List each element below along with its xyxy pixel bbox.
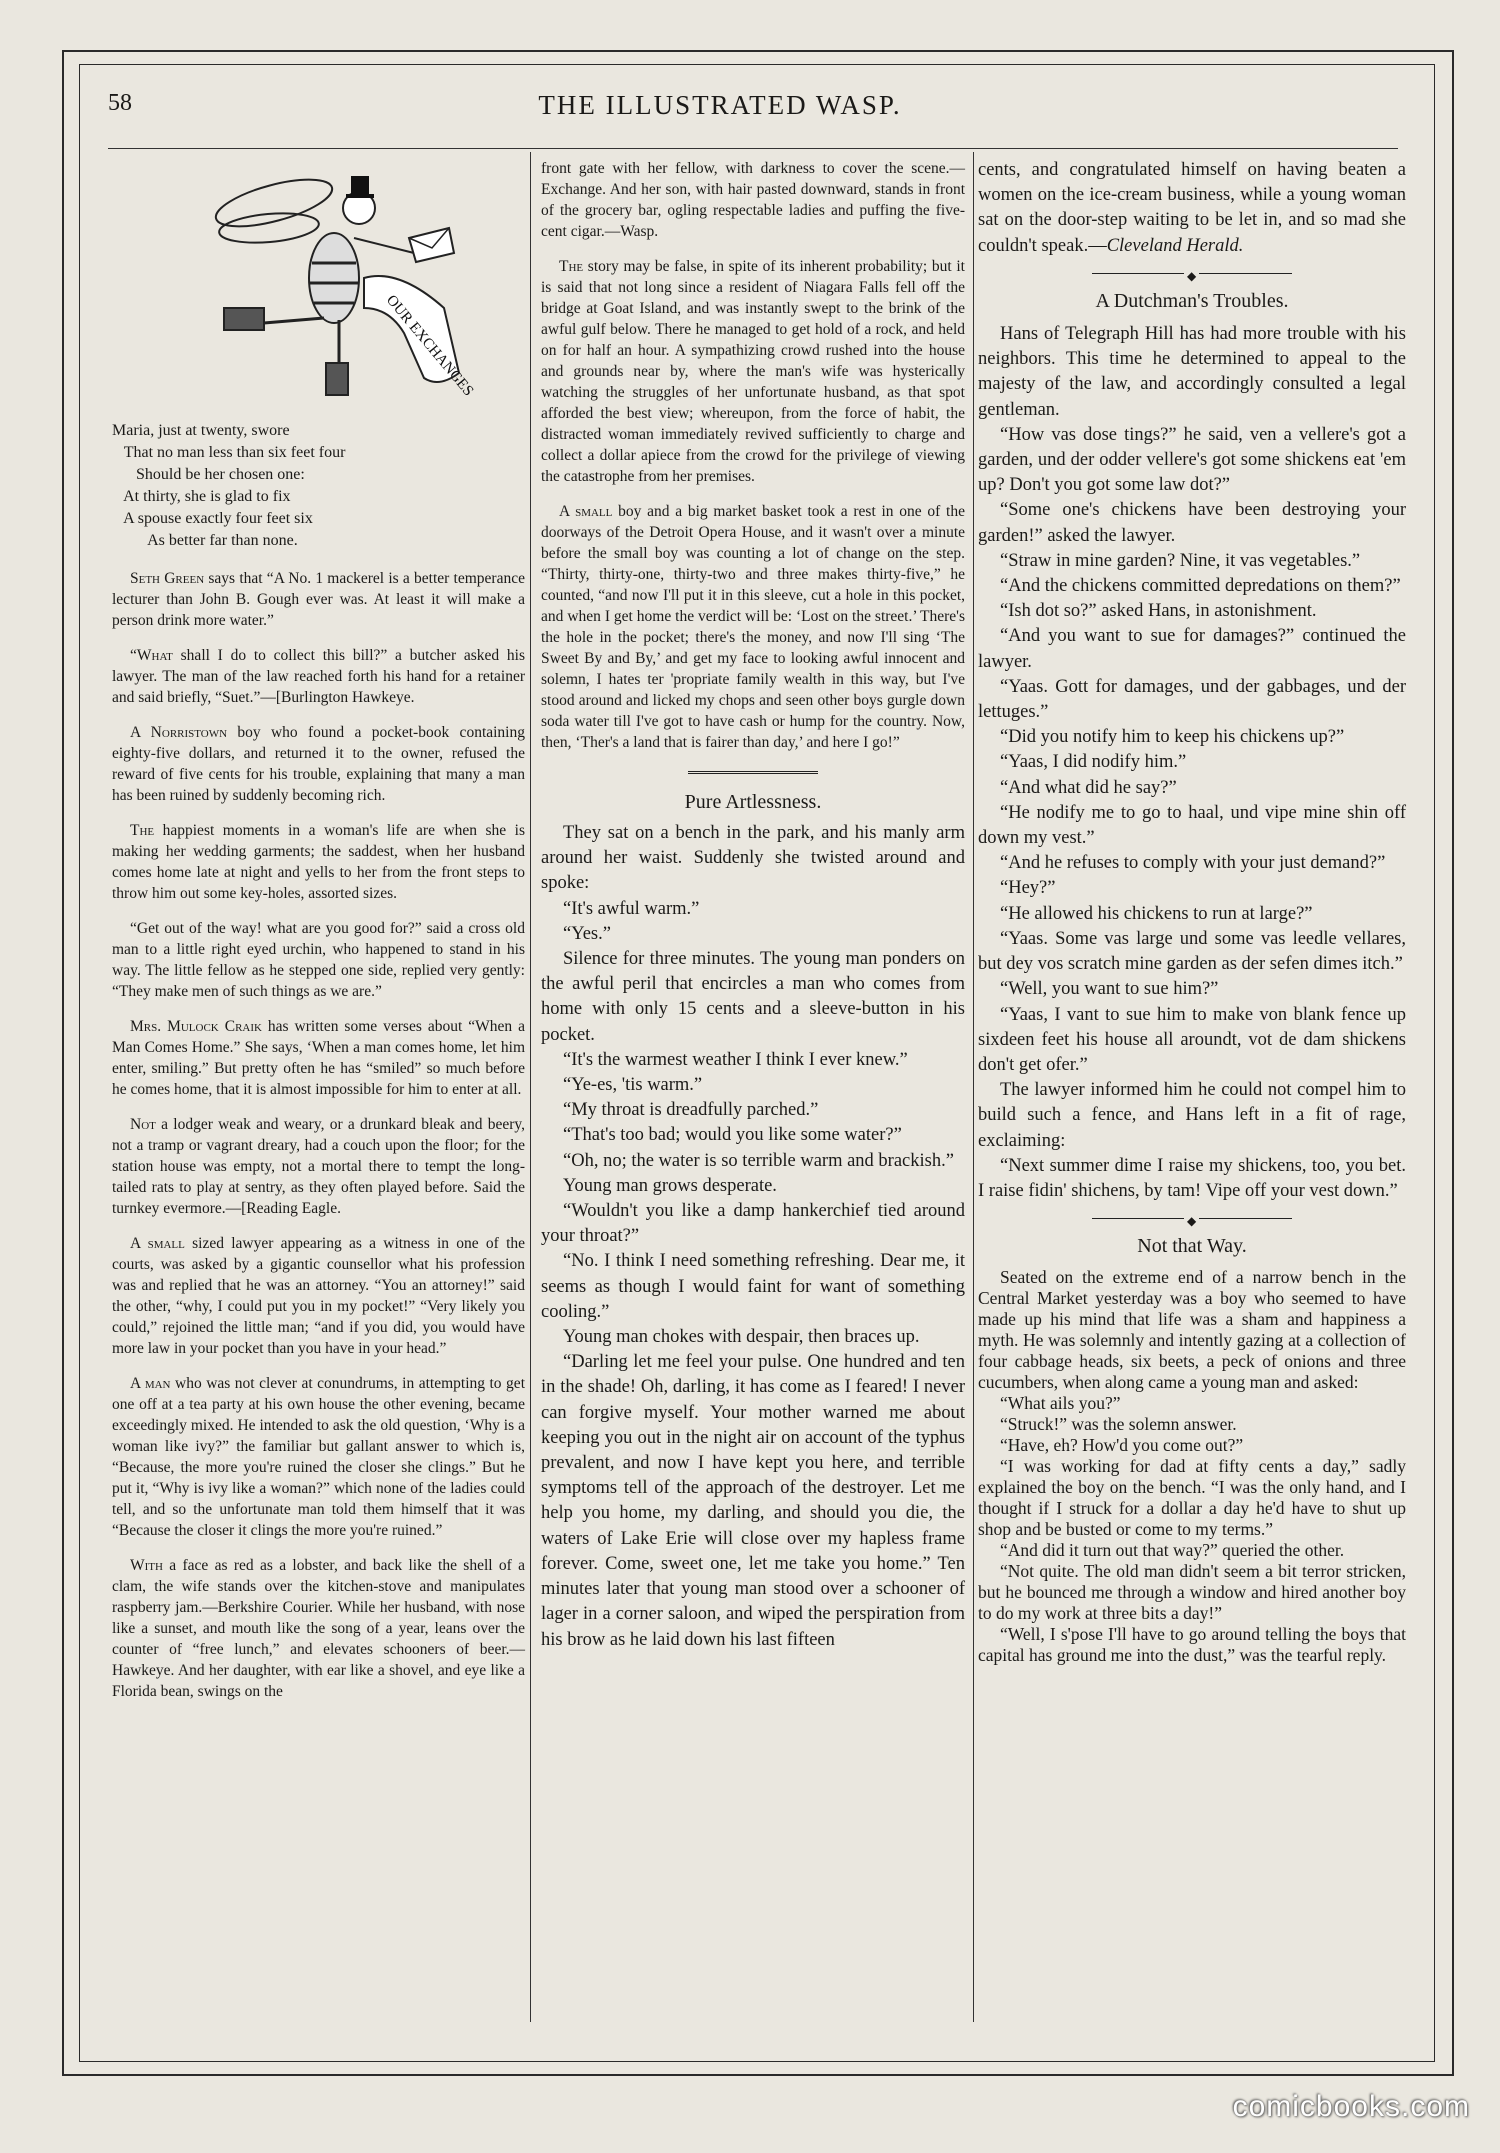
header-rule [108, 148, 1398, 149]
poem-line: That no man less than six feet four [112, 444, 346, 461]
poem-line: Should be her chosen one: [112, 466, 305, 483]
lead-in: Mrs. Mulock Craik [130, 1018, 262, 1035]
section-divider [1092, 1214, 1292, 1224]
story-paragraph: “And he refuses to comply with your just demand?” [1000, 853, 1386, 874]
lead-in: A small [130, 1235, 185, 1252]
paragraph-body: a lodger weak and weary, or a drunkard bleak and beery, not a tramp or vagrant dreary, had a couch upon the floor; for the station house was empty, not a mortal there to tempt the long-tailed rats to play at sentry, as they often played before. Said the turnkey evermore.—[Reading Eagle. [112, 1116, 525, 1217]
paragraph-continued [978, 158, 1406, 259]
story-paragraph: “Wouldn't you like a damp hankerchief tied around your throat?” [541, 1201, 965, 1247]
column-3 [978, 158, 1406, 1666]
story-paragraph: “Not quite. The old man didn't seem a bit terror stricken, but he bounced me through a window and hired another boy to do my work at three bits a day!” [978, 1561, 1406, 1624]
lead-in: “What [130, 647, 173, 664]
paragraph-craik [112, 1016, 525, 1100]
lead-in: The [559, 258, 584, 275]
story-paragraph: “He nodify me to go to haal, und vipe mine shin off down my vest.” [978, 802, 1406, 849]
story-paragraph: “Struck!” was the solemn answer. [1000, 1414, 1237, 1435]
heading-dutchman: A Dutchman's Troubles. [1095, 289, 1289, 312]
story-paragraph: “Yaas, I did nodify him.” [1000, 752, 1187, 773]
lead-in: Not [130, 1116, 156, 1133]
story-dutchman [978, 322, 1406, 1204]
paragraph-pocketbook [112, 722, 525, 806]
paragraph-continued: front gate with her fellow, with darkness to cover the scene.—Exchange. And her son, with hair pasted downward, stands in front of the grocery bar, ogling respectable ladies and puffing the five-cent cigar.—Wasp. [541, 160, 965, 240]
story-paragraph: Silence for three minutes. The young man ponders on the awful peril that encircles a man who comes from home with only 15 cents and a sleeve-button in his pocket. [541, 949, 965, 1045]
story-paragraph: “Yaas. Gott for damages, und der gabbages, und der lettuges.” [978, 676, 1406, 723]
story-paragraph: “And the chickens committed depredations on them?” [1000, 576, 1401, 597]
story-paragraph: “No. I think I need something refreshing. Dear me, it seems as though I would faint for want of something cooling.” [541, 1251, 965, 1322]
story-paragraph: “Well, I s'pose I'll have to go around telling the boys that capital has ground me into the dust,” was the tearful reply. [978, 1624, 1406, 1666]
story-paragraph: “Some one's chickens have been destroying your garden!” asked the lawyer. [978, 500, 1406, 546]
story-paragraph: “He allowed his chickens to run at large?” [1000, 903, 1313, 924]
story-paragraph: “Did you notify him to keep his chickens up?” [1000, 727, 1345, 748]
paragraph-body: says that “A No. 1 mackerel is a better temperance lecturer than John B. Gough ever was. At least it will make a person drink more water.” [112, 570, 525, 629]
story-paragraph: “Well, you want to sue him?” [1000, 979, 1219, 1000]
story-paragraph: “Ye-es, 'tis warm.” [563, 1075, 703, 1096]
poem-line: As better far than none. [112, 532, 298, 549]
story-paragraph: The lawyer informed him he could not compel him to build such a fence, and Hans left in a fit of rage, exclaiming: [978, 1080, 1406, 1151]
paragraph-lodger [112, 1114, 525, 1219]
story-paragraph: “What ails you?” [1000, 1393, 1121, 1414]
story-paragraph: Hans of Telegraph Hill has had more trouble with his neighbors. This time he determined to appeal to the majesty of the law, and accordingly consulted a legal gentleman. [978, 324, 1406, 420]
story-paragraph: “My throat is dreadfully parched.” [563, 1100, 819, 1121]
story-paragraph: “I was working for dad at fifty cents a day,” sadly explained the boy on the bench. “I was the only hand, and I thought if I struck for a dollar a day he'd have to shut up shop and be busted or come to my terms.” [978, 1456, 1406, 1540]
paragraph-body: boy and a big market basket took a rest in one of the doorways of the Detroit Opera House, and it wasn't over a minute before the small boy was counting a lot of change on the step. “Thirty, thirty-one, thirty-two and three makes thirty-five,” he counted, “and now I'll put it in this sleeve, cut a hole in this pocket, and when I get home the verdict will be: ‘Lost on the street.’ There's the hole in the pocket; there's the money, and now I'll sing ‘The Sweet By and By,’ and get my face to looking awful innocent and solemn, I hates ter 'propriate family wealth in this way, but I've stood around and licked my chops and seen other boys gurgle down soda water till I've got to have cash or hump for the country. Now, then, ‘Ther's a land that is fairer than day,’ and here I go!” [541, 503, 965, 751]
story-paragraph: “Darling let me feel your pulse. One hundred and ten in the shade! Oh, darling, it has come as I feared! I never can forgive myself. Your mother warned me about keeping you out in the night air on account of the typhus prevalent, and now I have kept you here, and terrible symptoms tell of the approach of the destroyer. Let me help you home, my darling, and should you die, the waters of Lake Erie will close over my hapless frame forever. Come, sweet one, let me take you home.” Ten minutes later that young man stood over a schooner of lager in a corner saloon, and wiped the perspiration from his brow as he laid down his last fifteen [541, 1352, 965, 1650]
story-paragraph: “And what did he say?” [1000, 777, 1177, 798]
paragraph-niagara [541, 256, 965, 487]
story-paragraph: “That's too bad; would you like some water?” [563, 1125, 902, 1146]
paragraph-body: sized lawyer appearing as a witness in one of the courts, was asked by a gigantic counsellor what his profession was and replied that he was an attorney. “You an attorney!” said the other, “why, I could put you in my pocket!” “Very likely you could,” rejoined the little man; “and if you did, you would have more law in your pocket than you have in your head.” [112, 1235, 526, 1357]
column-divider-2 [973, 152, 974, 2022]
story-paragraph: “How vas dose tings?” he said, ven a vellere's got a garden, und der odder vellere's got some shickens eat 'em up? Don't you got some law dot?” [978, 424, 1406, 496]
section-divider [688, 771, 818, 778]
story-not-that-way [978, 1267, 1406, 1666]
column-1 [112, 158, 525, 1716]
story-paragraph: “It's the warmest weather I think I ever knew.” [563, 1049, 908, 1070]
story-paragraph: “Hey?” [1000, 878, 1056, 899]
story-paragraph: They sat on a bench in the park, and his manly arm around her waist. Suddenly she twisted around and spoke: [541, 823, 965, 894]
story-paragraph: “Yaas, I vant to sue him to make von blank fence up sixdeen feet his house all aroundt, vot de dam shickens don't get ofer.” [978, 1004, 1406, 1075]
wasp-mailman-icon [154, 158, 484, 408]
lead-in: With [130, 1557, 163, 1574]
story-paragraph: “And you want to sue for damages?” continued the lawyer. [978, 626, 1406, 672]
column-2 [541, 158, 965, 1653]
paragraph-butcher [112, 645, 525, 708]
heading-not-that-way: Not that Way. [1137, 1235, 1247, 1258]
heading-pure-artlessness: Pure Artlessness. [684, 791, 822, 813]
lead-in: Seth Green [130, 570, 205, 587]
story-paragraph: “Have, eh? How'd you come out?” [1000, 1435, 1244, 1456]
lead-in: A small [559, 503, 613, 520]
poem-line: Maria, just at twenty, swore [112, 422, 290, 439]
paragraph-lobster [112, 1555, 525, 1702]
page-number: 58 [108, 90, 132, 116]
paragraph-body: a face as red as a lobster, and back like the shell of a clam, the wife stands over the kitchen-stove and manipulates raspberry jam.—Berkshire Courier. While her husband, with nose like a sunset, and mouth like the song of a year, leans over the counter of “free lunch,” and elevates schooners of beer.—Hawkeye. And her daughter, with ear like a shovel, and eye like a Florida bean, swings on the [112, 1557, 525, 1700]
paragraph-body: has written some verses about “When a Man Comes Home.” She says, ‘When a man comes home, let him enter, smiling.” But pretty often he has “smiled” so much before he comes home, that it is almost impossible for him to enter at all. [112, 1018, 525, 1098]
paragraph-body: cents, and congratulated himself on having beaten a women on the ice-cream business, while a young woman sat on the door-step waiting to be let in, and so mad she couldn't speak.— [978, 160, 1406, 256]
story-paragraph: Young man grows desperate. [563, 1175, 777, 1196]
lead-in: The [130, 822, 155, 839]
lead-in: A man [130, 1375, 171, 1392]
column-divider-1 [530, 152, 531, 2022]
story-paragraph: “And did it turn out that way?” queried the other. [1000, 1540, 1345, 1561]
paragraph-body: story may be false, in spite of its inherent probability; but it is said that not long since a resident of Niagara Falls fell off the bridge at Goat Island, and was instantly swept to the brink of the awful gulf below. There he managed to get hold of a rock, and held on for half an hour. A sympathizing crowd rushed into the house and grounds near by, where the man's wife was hysterically watching the struggles of her unfortunate husband, as that spot afforded the best view; whereupon, from the force of habit, the distracted woman immediately revived sufficiently to charge and collect a dollar apiece from the crowd for the privilege of viewing the catastrophe from her premises. [541, 258, 965, 485]
source-credit: Cleveland Herald. [1106, 235, 1244, 256]
watermark: comicbooks.com [1232, 2090, 1470, 2123]
paragraph-urchin: “Get out of the way! what are you good for?” said a cross old man to a little right eyed urchin, who happened to stand in his way. The little fellow as he stepped one side, replied very gently: “They make men of such things as we are.” [112, 920, 525, 1000]
story-paragraph: “Straw in mine garden? Nine, it vas vegetables.” [1000, 550, 1361, 571]
paragraph-body: boy who found a pocket-book containing eighty-five dollars, and returned it to the owner, refused the reward of five cents for his trouble, explaining that many a man has been ruined by suddenly becoming rich. [112, 724, 525, 804]
story-paragraph: “Ish dot so?” asked Hans, in astonishment. [1000, 601, 1317, 622]
story-pure-artlessness [541, 821, 965, 1653]
story-paragraph: Young man chokes with despair, then braces up. [563, 1327, 920, 1348]
paragraph-conundrum [112, 1373, 525, 1541]
story-paragraph: “Yes.” [563, 923, 611, 944]
paragraph-happiest-moments [112, 820, 525, 904]
paragraph-body: shall I do to collect this bill?” a butcher asked his lawyer. The man of the law reached forth his hand for a retainer and said briefly, “Suet.”—[Burlington Hawkeye. [112, 647, 525, 706]
paragraph-mackerel [112, 568, 525, 631]
banner-text: OUR EXCHANGES [382, 292, 476, 400]
wasp-mailman-illustration [154, 158, 484, 408]
story-paragraph: “Yaas. Some vas large und some vas leedle vellares, but dey vos scratch mine garden as der sefen dimes itch.” [978, 928, 1406, 975]
paragraph-body: happiest moments in a woman's life are when she is making her wedding garments; the saddest, when her husband comes home late at night and yells to her from the front steps to throw him out some key-holes, assorted sizes. [112, 822, 525, 902]
masthead-title: THE ILLUSTRATED WASP. [538, 90, 902, 120]
poem-line: A spouse exactly four feet six [112, 510, 313, 527]
story-paragraph: “It's awful warm.” [563, 898, 700, 919]
story-paragraph: “Oh, no; the water is so terrible warm and brackish.” [563, 1150, 954, 1171]
lead-in: A Norristown [130, 724, 228, 741]
poem [112, 420, 525, 552]
paragraph-small-boy [541, 501, 965, 753]
poem-line: At thirty, she is glad to fix [112, 488, 291, 505]
paragraph-body: who was not clever at conundrums, in attempting to get one off at a tea party at his own house the other evening, became exceedingly mixed. He intended to ask the old question, ‘Why is a woman like ivy?” the familiar but gallant answer to which is, “Because, the more you're ruined the closer she clings.” But he put it, “Why is ivy like a woman?” which none of the ladies could tell, and so the unfortunate man told them himself that it was “Because the closer it clings the more you're ruined.” [112, 1375, 525, 1539]
story-paragraph: Seated on the extreme end of a narrow bench in the Central Market yesterday was a boy who seemed to have made up his mind that life was a sham and happiness a myth. He was solemnly and intently gazing at a collection of four cabbage heads, six beets, a peck of onions and three cucumbers, when along came a young man and asked: [978, 1267, 1406, 1393]
paragraph-lawyer-witness [112, 1233, 525, 1359]
story-paragraph: “Next summer dime I raise my shickens, too, you bet. I raise fidin' shichens, by tam! Vipe off your vest down.” [978, 1155, 1406, 1201]
section-divider [1092, 269, 1292, 279]
